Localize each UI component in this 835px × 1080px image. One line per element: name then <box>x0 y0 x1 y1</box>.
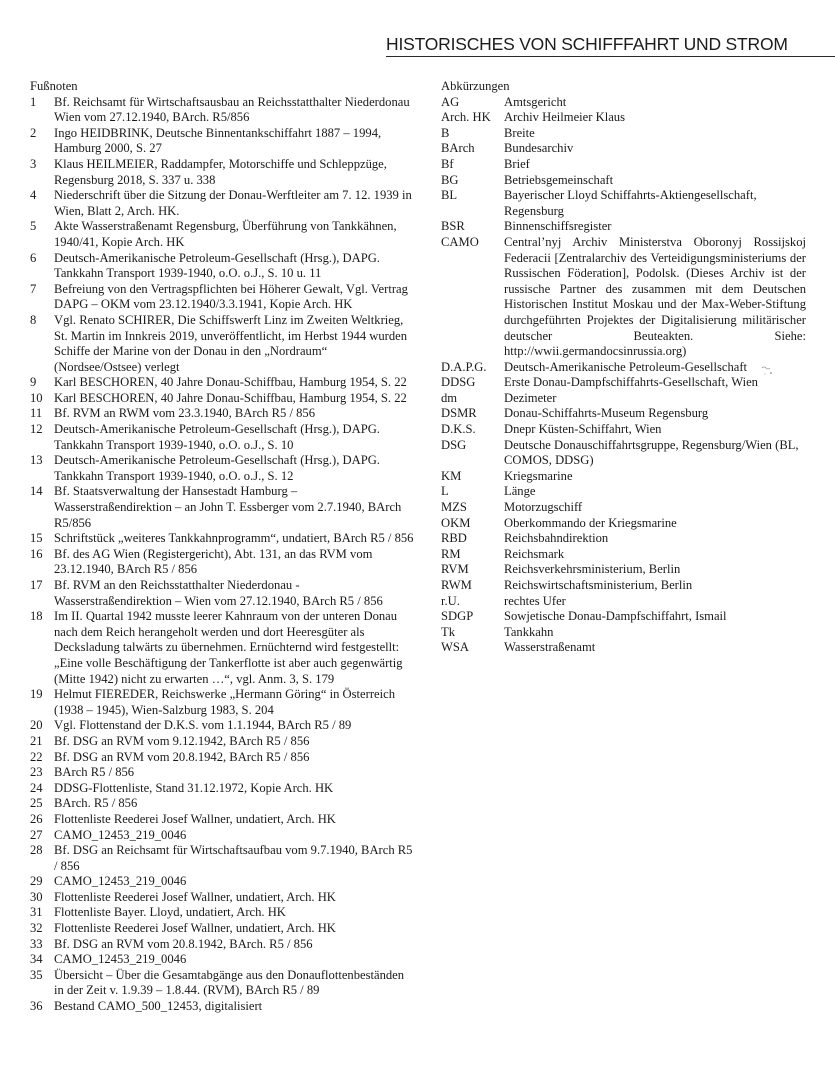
footnote-number: 21 <box>30 733 43 748</box>
footnote-number: 7 <box>30 281 37 296</box>
footnote-number: 17 <box>30 578 43 592</box>
abbreviation-key: B <box>441 125 450 140</box>
abbreviation-key: r.U. <box>441 593 460 608</box>
footnote-number: 4 <box>30 188 37 203</box>
footnote-number: 15 <box>30 531 43 546</box>
abbreviation-key: DSMR <box>441 406 477 421</box>
footnote-number: 6 <box>30 250 37 265</box>
abbreviation-value: Amtsgericht <box>504 94 567 109</box>
footnote-text: Niederschrift über die Sitzung der Donau-Werftleiter am 7. 12. 1939 in Wien, Blatt 2, Arch. HK. <box>54 188 412 218</box>
abbreviation-value: Kriegsmarine <box>504 468 573 483</box>
footnote-item <box>30 843 415 874</box>
footnote-item <box>30 188 415 219</box>
footnote-text: CAMO_12453_219_0046 <box>54 827 187 842</box>
footnote-item <box>30 968 415 999</box>
footnote-text: Übersicht – Über die Gesamtabgänge aus den Donauflottenbeständen in der Zeit v. 1.9.39 – 1.8.44. (RVM), BArch R5 / 89 <box>54 967 405 998</box>
abbreviation-item <box>441 609 806 625</box>
footnote-item <box>30 531 415 547</box>
abbreviation-key: KM <box>441 468 462 483</box>
footnote-item <box>30 937 415 953</box>
footnote-item <box>30 828 415 844</box>
footnote-text: Karl BESCHOREN, 40 Jahre Donau-Schiffbau, Hamburg 1954, S. 22 <box>54 390 407 405</box>
footnote-text: Deutsch-Amerikanische Petroleum-Gesellschaft (Hrsg.), DAPG. Tankkahn Transport 1939-1940, o.O. o.J., S. 12 <box>54 453 380 483</box>
footnote-number: 1 <box>30 94 37 109</box>
footnote-item <box>30 282 415 313</box>
abbreviation-value: rechtes Ufer <box>504 593 566 608</box>
footnote-list <box>30 95 415 1015</box>
footnote-item <box>30 890 415 906</box>
footnote-number: 11 <box>30 406 43 421</box>
footnote-text: Bf. DSG an RVM vom 20.8.1942, BArch R5 / 856 <box>54 749 310 764</box>
abbreviation-value: Oberkommando der Kriegsmarine <box>504 515 677 530</box>
abbreviation-key: SDGP <box>441 609 474 624</box>
abbreviation-item <box>441 235 806 360</box>
abbreviation-item <box>441 219 806 235</box>
abbreviation-value: Motorzugschiff <box>504 500 583 515</box>
footnote-item <box>30 95 415 126</box>
footnote-text: Vgl. Flottenstand der D.K.S. vom 1.1.1944, BArch R5 / 89 <box>54 718 352 733</box>
footnote-number: 3 <box>30 156 37 171</box>
abbreviation-key: OKM <box>441 515 471 530</box>
footnote-item <box>30 251 415 282</box>
abbreviation-key: Arch. HK <box>441 110 491 125</box>
footnote-text: Klaus HEILMEIER, Raddampfer, Motorschiffe und Schleppzüge, Regensburg 2018, S. 337 u. 338 <box>54 156 387 187</box>
abbreviation-key: MZS <box>441 500 467 515</box>
footnote-text: BArch. R5 / 856 <box>54 796 138 811</box>
footnote-number: 32 <box>30 921 43 936</box>
abbreviation-item <box>441 438 806 469</box>
abbreviation-item <box>441 547 806 563</box>
abbreviation-item <box>441 422 806 438</box>
footnote-text: Deutsch-Amerikanische Petroleum-Gesellschaft (Hrsg.), DAPG. Tankkahn Transport 1939-1940, o.O. o.J., S. 10 <box>54 422 380 452</box>
footnote-text: Bf. Staatsverwaltung der Hansestadt Hamburg – Wasserstraßendirektion – an John T. Essberger vom 2.7.1940, BArch R5/856 <box>54 484 402 530</box>
abbreviation-key: L <box>441 484 449 499</box>
footnote-text: Bf. DSG an RVM vom 20.8.1942, BArch. R5 / 856 <box>54 936 313 951</box>
footnote-number: 14 <box>30 484 43 499</box>
footnote-number: 12 <box>30 422 43 437</box>
abbreviation-key: dm <box>441 390 458 405</box>
abbreviation-value: Reichsverkehrsministerium, Berlin <box>504 562 681 577</box>
abbreviation-item <box>441 188 806 219</box>
footnote-number: 36 <box>30 999 43 1014</box>
footnote-number: 29 <box>30 874 43 889</box>
abbreviation-value: Donau-Schiffahrts-Museum Regensburg <box>504 406 709 421</box>
footnote-item <box>30 750 415 766</box>
footnote-number: 23 <box>30 765 43 780</box>
footnote-item <box>30 687 415 718</box>
abbreviation-key: RM <box>441 546 461 561</box>
abbreviation-item <box>441 640 806 656</box>
abbreviation-key: RVM <box>441 562 469 577</box>
footnote-number: 30 <box>30 889 43 904</box>
abbreviation-value: Breite <box>504 125 535 140</box>
abbreviation-value: Länge <box>504 484 536 499</box>
abbreviation-item <box>441 141 806 157</box>
abbreviation-value: Reichsbahndirektion <box>504 531 609 546</box>
abbreviation-value: Central’nyj Archiv Ministerstva Oboronyj Rossijskoj Federacii [Zentralarchiv des Verteidigungsministeriums der Russischen Föderation], Podolsk. (Dieses Archiv ist der russische Partner des zusammen mit dem Deutschen Historischen Institut Moskau und der Max-Weber-Stiftung durchgeführten Projektes der Digitalisierung militärischer deutscher Beuteakten. Siehe: http://wwii.germandocsinrussia.org) <box>504 234 806 359</box>
footnote-number: 19 <box>30 687 43 702</box>
abbreviation-key: Tk <box>441 624 455 639</box>
footnote-item <box>30 718 415 734</box>
footnote-text: Flottenliste Reederei Josef Wallner, undatiert, Arch. HK <box>54 811 336 826</box>
footnote-item <box>30 219 415 250</box>
footnote-number: 28 <box>30 843 43 858</box>
footnote-number: 31 <box>30 905 43 920</box>
abbreviation-value: Betriebsgemeinschaft <box>504 172 614 187</box>
footnote-number: 5 <box>30 219 37 234</box>
footnote-text: Befreiung von den Vertragspflichten bei Höherer Gewalt, Vgl. Vertrag DAPG – OKM vom 23.12.1940/3.3.1941, Kopie Arch. HK <box>54 281 408 312</box>
abbreviation-list <box>441 95 806 656</box>
footnotes-column <box>30 79 415 1015</box>
footnote-number: 27 <box>30 827 43 842</box>
abbreviation-value: Reichsmark <box>504 546 565 561</box>
abbreviation-key: Bf <box>441 156 454 171</box>
footnote-item <box>30 547 415 578</box>
footnote-item <box>30 609 415 687</box>
footnote-item <box>30 765 415 781</box>
abbreviation-key: BG <box>441 172 459 187</box>
abbreviations-title: Abkürzungen <box>441 79 510 93</box>
abbreviation-key: RBD <box>441 531 467 546</box>
footnote-item <box>30 905 415 921</box>
abbreviation-item <box>441 516 806 532</box>
footnote-item <box>30 781 415 797</box>
footnote-text: CAMO_12453_219_0046 <box>54 874 187 889</box>
abbreviation-item <box>441 562 806 578</box>
abbreviation-key: DSG <box>441 437 467 452</box>
footnote-number: 35 <box>30 967 43 982</box>
abbreviation-value: Sowjetische Donau-Dampfschiffahrt, Ismail <box>504 609 727 624</box>
footnote-text: Vgl. Renato SCHIRER, Die Schiffswerft Linz im Zweiten Weltkrieg, St. Martin im Innkreis 2019, unveröffentlicht, im Herbst 1944 wurden Schiffe der Marine von der Donau in den „Nordraum“ (Nordsee/Ostsee) verlegt <box>54 312 408 374</box>
footnote-text: Bestand CAMO_500_12453, digitalisiert <box>54 999 263 1014</box>
footnote-text: Ingo HEIDBRINK, Deutsche Binnentankschiffahrt 1887 – 1994, Hamburg 2000, S. 27 <box>54 125 382 156</box>
abbreviation-value: Wasserstraßenamt <box>504 640 596 655</box>
abbreviation-item <box>441 625 806 641</box>
abbreviation-item <box>441 594 806 610</box>
footnote-text: Bf. DSG an Reichsamt für Wirtschaftsaufbau vom 9.7.1940, BArch R5 / 856 <box>54 843 413 873</box>
footnote-text: Flottenliste Reederei Josef Wallner, undatiert, Arch. HK <box>54 921 336 936</box>
footnote-number: 22 <box>30 749 43 764</box>
footnote-text: Flottenliste Reederei Josef Wallner, undatiert, Arch. HK <box>54 889 336 904</box>
abbreviation-item <box>441 406 806 422</box>
footnote-item <box>30 796 415 812</box>
footnote-text: DDSG-Flottenliste, Stand 31.12.1972, Kopie Arch. HK <box>54 780 334 795</box>
abbreviation-value: Tankkahn <box>504 624 554 639</box>
footnote-number: 25 <box>30 796 43 811</box>
page-header-title: HISTORISCHES VON SCHIFFFAHRT UND STROM <box>386 34 788 54</box>
abbreviation-key: D.A.P.G. <box>441 359 487 374</box>
abbreviation-value: Dnepr Küsten-Schiffahrt, Wien <box>504 422 662 437</box>
footnote-number: 24 <box>30 780 43 795</box>
footnote-number: 2 <box>30 125 37 140</box>
abbreviation-item <box>441 95 806 111</box>
abbreviation-value: Deutsche Donauschiffahrtsgruppe, Regensburg/Wien (BL, COMOS, DDSG) <box>504 437 799 468</box>
footnote-number: 16 <box>30 546 43 561</box>
abbreviation-value: Erste Donau-Dampfschiffahrts-Gesellschaft, Wien <box>504 375 758 390</box>
footnote-text: Bf. RVM an RWM vom 23.3.1940, BArch R5 / 856 <box>54 406 316 421</box>
footnote-number: 18 <box>30 609 43 624</box>
footnote-item <box>30 812 415 828</box>
abbreviation-item <box>441 469 806 485</box>
footnote-number: 33 <box>30 936 43 951</box>
abbreviation-item <box>441 157 806 173</box>
footnote-number: 9 <box>30 375 37 390</box>
footnote-item <box>30 578 415 609</box>
abbreviation-value: Binnenschiffsregister <box>504 219 612 234</box>
abbreviation-key: D.K.S. <box>441 422 476 437</box>
abbreviation-value: Bayerischer Lloyd Schiffahrts-Aktiengesellschaft, Regensburg <box>504 188 757 218</box>
footnote-number: 26 <box>30 811 43 826</box>
abbreviation-key: WSA <box>441 640 469 655</box>
abbreviation-key: CAMO <box>441 234 479 249</box>
footnote-item <box>30 921 415 937</box>
abbreviation-value: Brief <box>504 156 530 171</box>
abbreviation-value: Archiv Heilmeier Klaus <box>504 110 625 125</box>
footnote-text: Schriftstück „weiteres Tankkahnprogramm“, undatiert, BArch R5 / 856 <box>54 531 414 546</box>
footnote-text: Flottenliste Bayer. Lloyd, undatiert, Arch. HK <box>54 905 286 920</box>
abbreviation-item <box>441 360 806 376</box>
abbreviation-item <box>441 484 806 500</box>
footnote-item <box>30 952 415 968</box>
abbreviation-item <box>441 578 806 594</box>
footnote-text: BArch R5 / 856 <box>54 765 135 780</box>
footnote-item <box>30 406 415 422</box>
footnote-item <box>30 157 415 188</box>
abbreviation-key: BArch <box>441 141 475 156</box>
footnote-text: Bf. des AG Wien (Registergericht), Abt. 131, an das RVM vom 23.12.1940, BArch R5 / 856 <box>54 546 373 577</box>
abbreviations-column <box>441 79 806 656</box>
scan-speck-mark <box>760 364 774 378</box>
abbreviation-item <box>441 391 806 407</box>
footnote-item <box>30 874 415 890</box>
abbreviation-item <box>441 531 806 547</box>
abbreviation-item <box>441 110 806 126</box>
footnote-item <box>30 375 415 391</box>
footnote-text: Karl BESCHOREN, 40 Jahre Donau-Schiffbau, Hamburg 1954, S. 22 <box>54 375 407 390</box>
footnote-item <box>30 422 415 453</box>
footnote-item <box>30 313 415 375</box>
abbreviation-item <box>441 500 806 516</box>
footnote-text: Deutsch-Amerikanische Petroleum-Gesellschaft (Hrsg.), DAPG. Tankkahn Transport 1939-1940, o.O. o.J., S. 10 u. 11 <box>54 250 380 281</box>
footnote-number: 20 <box>30 718 43 733</box>
footnote-text: Bf. Reichsamt für Wirtschaftsausbau an Reichsstatthalter Niederdonau Wien vom 27.12.1940, BArch. R5/856 <box>54 94 410 125</box>
abbreviation-value: Reichswirtschaftsministerium, Berlin <box>504 578 693 592</box>
footnote-item <box>30 734 415 750</box>
footnote-item <box>30 126 415 157</box>
footnote-number: 13 <box>30 453 43 468</box>
footnote-text: Im II. Quartal 1942 musste leerer Kahnraum von der unteren Donau nach dem Reich herangeholt werden und dort Heeresgüter als Decksladung talwärts zu übernehmen. Ernüchternd wird festgestellt: „Eine volle Beschäftigung der Tankerflotte ist aber auch gegenwärtig (Mitte 1942) nicht zu erwarten …“, vgl. Anm. 3, S. 179 <box>54 609 403 686</box>
footnote-text: Helmut FIEREDER, Reichswerke „Hermann Göring“ in Österreich (1938 – 1945), Wien-Salzburg 1983, S. 204 <box>54 687 395 717</box>
footnote-item <box>30 453 415 484</box>
abbreviation-item <box>441 173 806 189</box>
footnote-item <box>30 484 415 531</box>
footnote-number: 34 <box>30 952 43 967</box>
footnote-number: 10 <box>30 390 43 405</box>
abbreviation-value: Bundesarchiv <box>504 141 574 156</box>
abbreviation-key: AG <box>441 94 460 109</box>
footnote-number: 8 <box>30 312 37 327</box>
footnote-text: Akte Wasserstraßenamt Regensburg, Überführung von Tankkähnen, 1940/41, Kopie Arch. HK <box>54 219 397 249</box>
abbreviation-value: Dezimeter <box>504 390 557 405</box>
footnote-text: Bf. DSG an RVM vom 9.12.1942, BArch R5 / 856 <box>54 733 310 748</box>
abbreviation-item <box>441 126 806 142</box>
footnote-text: CAMO_12453_219_0046 <box>54 952 187 967</box>
footnote-text: Bf. RVM an den Reichsstatthalter Niederdonau - Wasserstraßendirektion – Wien vom 27.12.1940, BArch R5 / 856 <box>54 578 383 608</box>
footnotes-title: Fußnoten <box>30 79 78 93</box>
abbreviation-item <box>441 375 806 391</box>
abbreviation-key: BL <box>441 188 458 203</box>
header-rule <box>386 56 835 57</box>
footnote-item <box>30 391 415 407</box>
abbreviation-key: DDSG <box>441 375 476 390</box>
abbreviation-key: RWM <box>441 578 472 592</box>
footnote-item <box>30 999 415 1015</box>
abbreviation-value: Deutsch-Amerikanische Petroleum-Gesellschaft <box>504 359 748 374</box>
abbreviation-key: BSR <box>441 219 465 234</box>
